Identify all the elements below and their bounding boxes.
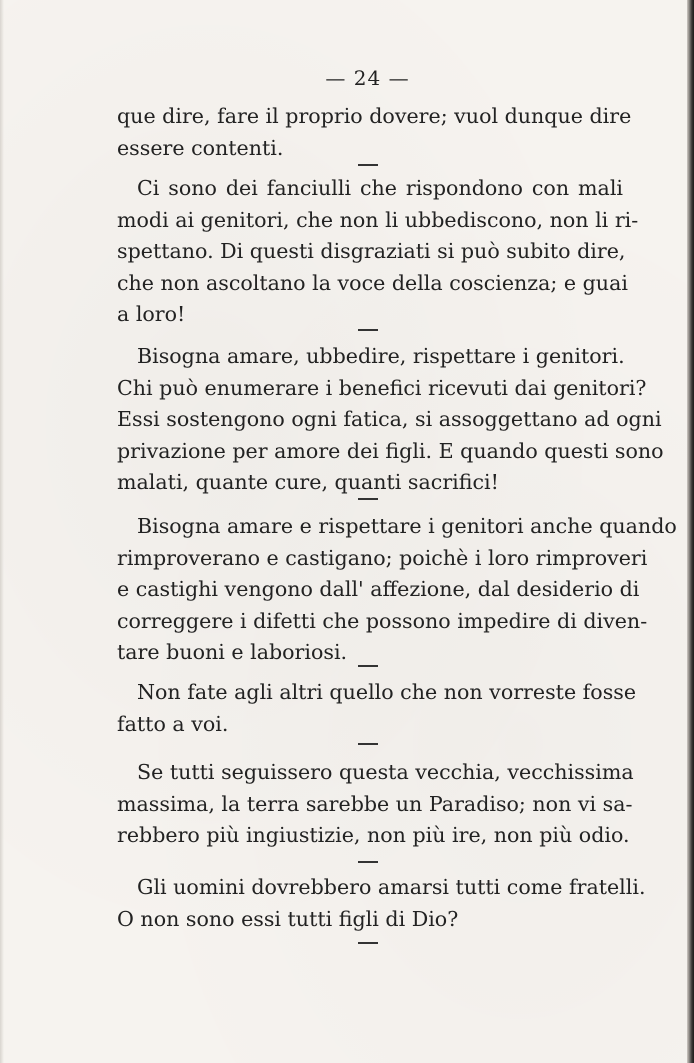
page-right-edge <box>687 0 694 1063</box>
page-left-edge <box>0 0 4 1063</box>
paragraph-6 <box>117 757 634 852</box>
text-line: Chi può enumerare i benefici ricevuti dai genitori? <box>117 375 647 400</box>
text-line: Bisogna amare e rispettare i genitori anche quando <box>137 514 677 538</box>
paragraph-1 <box>117 101 632 164</box>
text-line: privazione per amore dei figli. E quando questi sono <box>117 438 664 463</box>
text-line: Essi sostengono ogni fatica, si assoggettano ad ogni <box>117 407 662 431</box>
page-number: — 24 — <box>325 66 410 90</box>
text-line: che non ascoltano la voce della coscienza; e guai <box>117 270 628 295</box>
text-line: essere contenti. <box>117 135 284 160</box>
text-line: Non fate agli altri quello che non vorreste fosse <box>137 680 637 704</box>
text-line: O non sono essi tutti figli di Dio? <box>117 906 459 931</box>
section-separator <box>358 164 378 166</box>
section-separator <box>358 861 378 863</box>
paragraph-4 <box>117 511 677 669</box>
paragraph-7 <box>117 872 646 935</box>
text-line: Gli uomini dovrebbero amarsi tutti come fratelli. <box>137 875 646 899</box>
text-line: Se tutti seguissero questa vecchia, vecchissima <box>137 760 634 784</box>
section-separator <box>358 498 378 500</box>
text-line: a loro! <box>117 302 186 326</box>
section-separator <box>358 743 378 745</box>
text-line: correggere i difetti che possono impedire di diven- <box>117 608 648 633</box>
text-line: massima, la terra sarebbe un Paradiso; non vi sa- <box>117 791 633 816</box>
text-line: modi ai genitori, che non li ubbediscono, non li ri- <box>117 207 639 232</box>
text-line: spettano. Di questi disgraziati si può subito dire, <box>117 239 626 263</box>
text-line: rimproverano e castigano; poichè i loro rimproveri <box>117 545 648 570</box>
section-separator <box>358 665 378 667</box>
text-line: fatto a voi. <box>117 711 229 736</box>
section-separator <box>358 329 378 331</box>
text-line: malati, quante cure, quanti sacrifici! <box>117 470 499 494</box>
paragraph-2 <box>117 173 639 331</box>
text-line: rebbero più ingiustizie, non più ire, non più odio. <box>117 823 630 847</box>
section-separator <box>358 942 378 944</box>
paragraph-5 <box>117 677 637 740</box>
text-line: e castighi vengono dall' affezione, dal desiderio di <box>117 577 640 601</box>
text-line: Bisogna amare, ubbedire, rispettare i genitori. <box>137 344 625 368</box>
text-line: tare buoni e laboriosi. <box>117 640 348 664</box>
text-line: que dire, fare il proprio dovere; vuol dunque dire <box>117 104 632 128</box>
paragraph-3 <box>117 341 664 499</box>
text-line: Ci sono dei fanciulli che rispondono con mali <box>137 176 623 200</box>
